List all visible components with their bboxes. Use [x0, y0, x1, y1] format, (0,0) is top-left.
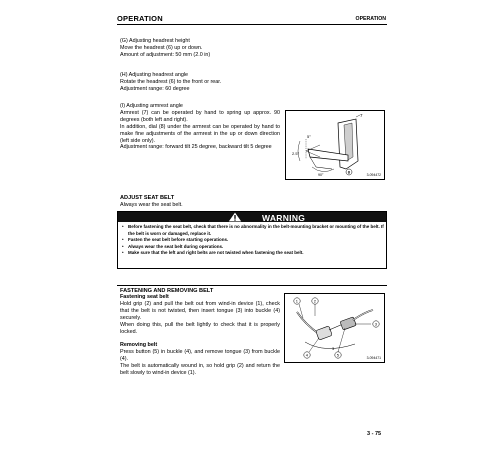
fastening-subtitle: Fastening seat belt [120, 294, 169, 300]
fastening-section-title: FASTENING AND REMOVING BELT [120, 288, 214, 294]
figure1-angle-bottom: 90° [318, 173, 324, 177]
warning-item: • Fasten the seat belt before starting operations. [122, 237, 229, 243]
fastening-section [120, 294, 280, 335]
figure1-label-seven: 7 [360, 113, 363, 118]
armrest-paragraph-1: Armrest (7) can be operated by hand to spring up approx. 90 degrees (both left and right). [120, 109, 280, 123]
removing-subtitle: Removing belt [120, 342, 158, 348]
warning-box [117, 211, 387, 269]
removing-section [120, 342, 280, 377]
fastening-paragraph-1: Hold grip (2) and pull the belt out from wind-in device (1), check that the belt is not twisted, then insert tongue (3) into buckle (4) securely. [120, 300, 280, 321]
figure1-angle-mid: 2.5° [292, 151, 300, 156]
headrest-height-instruction: Move the headrest (6) up or down. [120, 44, 203, 51]
section-divider [117, 285, 387, 286]
headrest-angle-title: (H) Adjusting headrest angle [120, 72, 189, 78]
headrest-height-section [120, 38, 280, 59]
figure2-callout: 2 [313, 298, 316, 304]
headrest-height-amount: Amount of adjustment: 50 mm (2.0 in) [120, 51, 211, 58]
figure1-code: 3-094472 [366, 173, 381, 177]
figure2-callout: 1 [295, 298, 298, 304]
warning-label: WARNING [262, 213, 306, 223]
figure1-label-eight: 8 [347, 169, 350, 175]
headrest-angle-range: Adjustment range: 60 degree [120, 85, 190, 92]
warning-item: • Always wear the seat belt during operations. [122, 243, 224, 249]
headrest-angle-instruction: Rotate the headrest (6) to the front or rear. [120, 78, 222, 85]
header-chapter-title: OPERATION [355, 16, 386, 22]
header-rule [117, 24, 387, 25]
fastening-paragraph-2: When doing this, pull the belt lightly to check that it is properly locked. [120, 321, 280, 335]
warning-item: • Make sure that the left and right belts are not twisted when fastening the seat belt. [122, 250, 304, 256]
seat-belt-figure [284, 293, 385, 363]
warning-triangle-icon [228, 212, 242, 222]
figure1-angle-top: 5° [307, 134, 311, 139]
removing-paragraph-2: The belt is automatically wound in, so hold grip (2) and return the belt slowly to wind-in device (1). [120, 362, 280, 376]
armrest-section [120, 103, 280, 151]
seat-belt-title: ADJUST SEAT BELT [120, 195, 175, 201]
armrest-illustration [286, 111, 386, 181]
seat-belt-illustration [285, 294, 386, 364]
warning-list [121, 224, 385, 257]
headrest-height-title: (G) Adjusting headrest height [120, 38, 190, 44]
armrest-range: Adjustment range: forward tilt 25 degree, backward tilt 5 degree [120, 144, 272, 151]
armrest-paragraph-2: In addition, dial (8) under the armrest can be operated by hand to make fine adjustments of the armrest in the up or down direction (left side only). [120, 123, 280, 144]
figure2-callout: 3 [374, 321, 377, 327]
headrest-angle-section [120, 72, 280, 93]
figure2-callout: 3 [332, 346, 335, 351]
removing-paragraph-1: Press button (5) in buckle (4), and remove tongue (3) from buckle (4). [120, 348, 280, 362]
figure2-callout: 4 [305, 352, 308, 358]
header-section-title: OPERATION [117, 14, 163, 23]
page-number: 3 - 75 [367, 431, 382, 437]
armrest-title: (I) Adjusting armrest angle [120, 103, 183, 109]
armrest-figure [285, 110, 385, 180]
warning-item: • Before fastening the seat belt, check that there is no abnormality in the belt-mounting bracket or mounting of the belt. If the belt is worn or damaged, replace it. [122, 224, 384, 236]
warning-banner [118, 212, 386, 222]
figure2-callout: 5 [336, 352, 339, 358]
seat-belt-intro: Always wear the seat belt. [120, 202, 183, 208]
figure2-code: 3-094471 [366, 356, 381, 360]
